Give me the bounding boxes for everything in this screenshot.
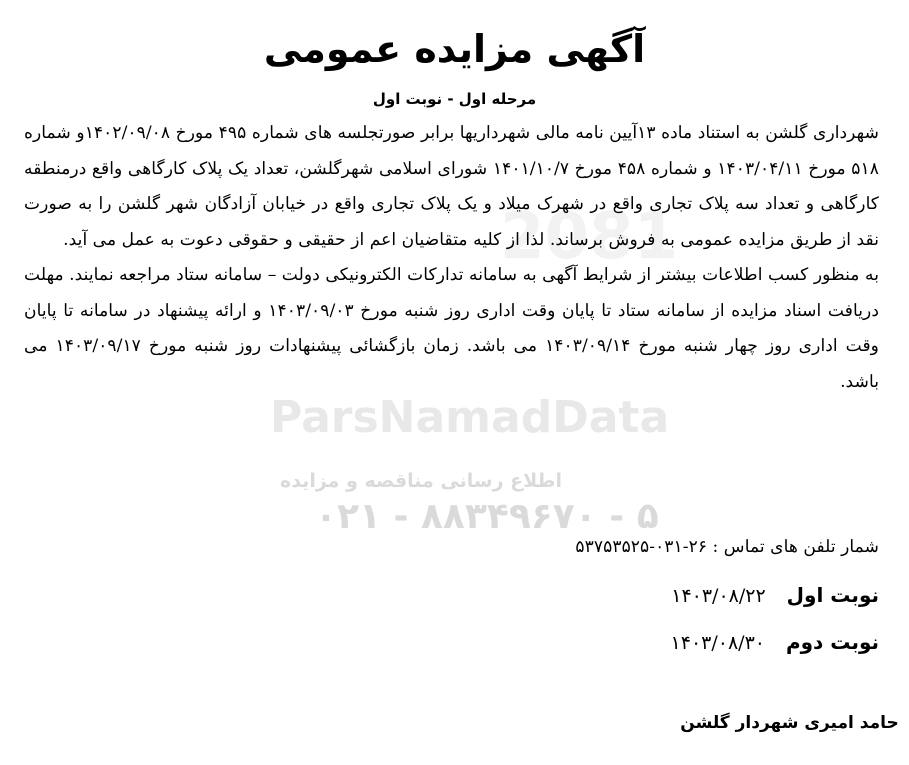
signature: حامد امیری شهردار گلشن: [680, 713, 899, 733]
publication-run-2: [671, 627, 879, 658]
run-1-date: ۱۴۰۳/۰۸/۲۲: [671, 585, 766, 607]
run-1-label: نوبت اول: [786, 583, 879, 607]
run-2-label: نوبت دوم: [785, 630, 879, 654]
watermark-caption: اطلاع رسانی مناقصه و مزایده: [280, 470, 562, 492]
watermark-phone: ۰۲۱ - ۸۸۳۴۹۶۷۰ - ۵: [315, 496, 659, 537]
watermark-digits: 2081: [500, 200, 679, 274]
notice-body: [24, 116, 879, 400]
notice-title: آگهی مزایده عمومی: [263, 27, 646, 71]
watermark-brand: ParsNamadData: [270, 392, 670, 443]
notice-subtitle: مرحله اول - نوبت اول: [372, 90, 537, 108]
notice-paragraph-1: شهرداری گلشن به استناد ماده ۱۳آیین نامه مالی شهرداریها برابر صورتجلسه های شماره ۴۹۵ مورخ ۱۴۰۲/۰۹/۰۸و شماره ۵۱۸ مورخ ۱۴۰۳/۰۴/۱۱ و شماره ۴۵۸ مورخ ۱۴۰۱/۱۰/۷ شورای اسلامی شهرگلشن، تعداد یک پلاک کارگاهی واقع درمنطقه کارگاهی و تعداد سه پلاک تجاری واقع در شهرک میلاد و یک پلاک تجاری واقع در خیابان آزادگان شهر گلشن را به صورت نقد از طریق مزایده عمومی به فروش برساند. لذا از کلیه متقاضیان اعم از حقیقی و حقوقی دعوت به عمل می آید.: [24, 123, 879, 250]
notice-paragraph-2: به منظور کسب اطلاعات بیشتر از شرایط آگهی به سامانه تدارکات الکترونیکی دولت – سامانه ستاد مراجعه نمایند. مهلت دریافت اسناد مزایده از سامانه ستاد تا پایان وقت اداری روز شنبه مورخ ۱۴۰۳/۰۹/۰۳ و ارائه پیشنهاد در سامانه تا پایان وقت اداری روز چهار شنبه مورخ ۱۴۰۳/۰۹/۱۴ می باشد. زمان بازگشائی پیشنهادات روز شنبه مورخ ۱۴۰۳/۰۹/۱۷ می باشد.: [24, 265, 879, 392]
run-2-date: ۱۴۰۳/۰۸/۳۰: [670, 632, 765, 654]
publication-run-1: [671, 580, 879, 611]
contact-phone-line: شمار تلفن های تماس : ۲۶-۰۳۱-۵۳۷۵۳۵۲۵: [575, 537, 879, 557]
